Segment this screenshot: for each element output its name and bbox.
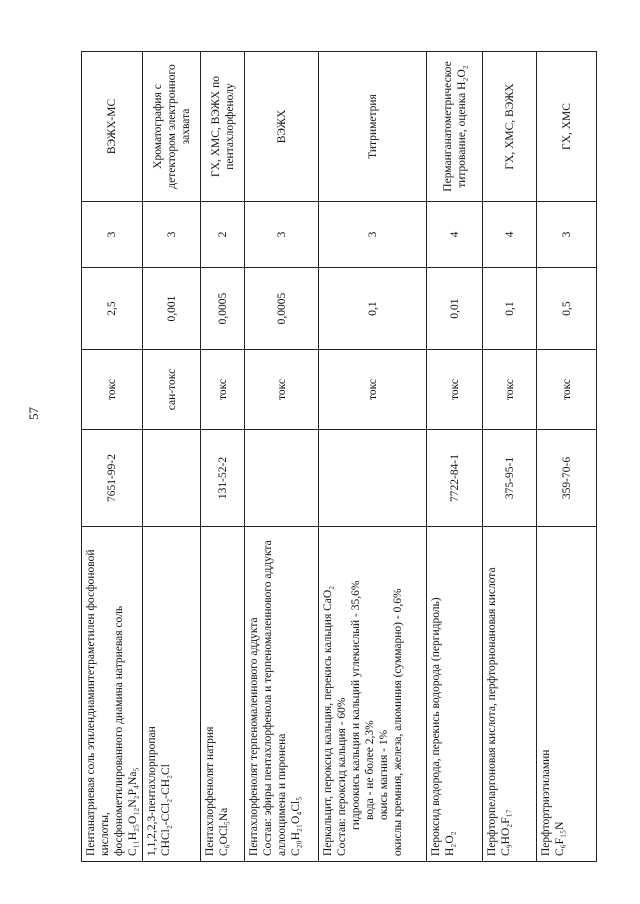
cas-number-cell	[245, 430, 319, 527]
toxicity-cell: токс	[427, 350, 483, 430]
hazard-class-cell: 4	[483, 202, 537, 268]
table-row	[201, 52, 245, 862]
composition-line: гидроокись кальция и кальций углекислый - 35,6%	[350, 580, 363, 830]
composition-line: окись магния - 1%	[378, 729, 391, 820]
substance-formula: C₆OCl₅Na	[218, 807, 231, 856]
limit-value-cell: 0,001	[143, 268, 201, 350]
table-row	[319, 52, 427, 862]
substance-name-cell	[82, 527, 143, 862]
table-row	[245, 52, 319, 862]
hazard-class-cell: 2	[201, 202, 245, 268]
toxicity-cell: токс	[245, 350, 319, 430]
toxicity-cell: токс	[82, 350, 143, 430]
toxicity-cell: токс	[201, 350, 245, 430]
substance-formula: C₂₀H₂₁O₄Cl₅	[290, 796, 303, 856]
substance-name-line: Состав: эфиры пентахлорфенола и терпеномалеинового аддукта аллооцимена и пиронена	[262, 540, 289, 856]
cas-number-cell: 7651-99-2	[82, 430, 143, 527]
substance-name-cell	[319, 527, 427, 862]
limit-value-cell: 0,0005	[201, 268, 245, 350]
hazard-class-cell: 3	[143, 202, 201, 268]
substance-name-line: Пентанатриевая соль этилендиаминтетраметилен фосфоновой кислоты,	[85, 549, 112, 856]
limit-value-cell: 2,5	[82, 268, 143, 350]
analysis-method-cell: ГХ, ХМС	[537, 52, 597, 202]
substance-name-line: Перкальцит, пероксид кальция, перекись кальция CaO₂	[322, 585, 335, 856]
substance-name-line: Пентахлорфенолят натрия	[204, 726, 217, 856]
analysis-method-cell: ВЭЖХ-МС	[82, 52, 143, 202]
substance-formula: C₉HO₂F₁₇	[500, 809, 513, 856]
table-row	[483, 52, 537, 862]
analysis-method-cell: ВЭЖХ	[245, 52, 319, 202]
table-row	[143, 52, 201, 862]
table-rotated-container	[81, 52, 595, 862]
analysis-method-cell: ГХ, ХМС, ВЭЖХ	[483, 52, 537, 202]
cas-number-cell: 359-70-6	[537, 430, 597, 527]
analysis-method-cell: ГХ, ХМС, ВЭЖХ по пентахлорфенолу	[201, 52, 245, 202]
limit-value-cell: 0,0005	[245, 268, 319, 350]
hazard-class-cell: 3	[537, 202, 597, 268]
toxicity-cell: токс	[537, 350, 597, 430]
substance-name-cell	[483, 527, 537, 862]
substance-name-cell	[427, 527, 483, 862]
analysis-method-cell: Перманганатометрическое титрование, оценка H₂O₂	[427, 52, 483, 202]
substance-name-line: фосфонометилированного диамина натриевая соль	[113, 605, 126, 856]
cas-number-cell: 131-52-2	[201, 430, 245, 527]
substance-name-cell	[245, 527, 319, 862]
substance-formula: CHCl₂-CCl₂-CH₂Cl	[160, 764, 173, 856]
limit-value-cell: 0,5	[537, 268, 597, 350]
limit-value-cell: 0,1	[483, 268, 537, 350]
substance-name-line: Перфтортриэтиламин	[540, 749, 553, 856]
table-row	[537, 52, 597, 862]
substance-name-line: Состав: пероксид кальция - 60%	[336, 697, 349, 856]
toxicity-cell: токс	[319, 350, 427, 430]
substance-name-cell	[143, 527, 201, 862]
substance-name-line: Пероксид водорода, перекись водорода (пергидроль)	[430, 597, 443, 856]
substance-formula: C₆F₁₅N	[554, 821, 567, 856]
analysis-method-cell: Хроматография с детектором электронного захвата	[143, 52, 201, 202]
substance-name-line: Перфторпеларгоновая кислота, перфторнонановая кислота	[486, 567, 499, 856]
hazard-class-cell: 3	[245, 202, 319, 268]
substance-name-line: Пентахлорфенолят терпеномалеинового аддукта	[248, 617, 261, 856]
composition-line: вода - не более 2,3%	[364, 720, 377, 820]
hazard-class-cell: 3	[319, 202, 427, 268]
table-row	[82, 52, 143, 862]
hazard-class-cell: 4	[427, 202, 483, 268]
substance-name-cell	[201, 527, 245, 862]
toxicity-cell: токс	[483, 350, 537, 430]
toxicity-cell: сан-токс	[143, 350, 201, 430]
cas-number-cell	[143, 430, 201, 527]
substance-name-cell	[537, 527, 597, 862]
limit-value-cell: 0,01	[427, 268, 483, 350]
cas-number-cell: 375-95-1	[483, 430, 537, 527]
substances-table	[81, 51, 597, 862]
substance-name-line: окислы кремния, железа, алюминия (суммарно) - 0,6%	[392, 588, 405, 856]
limit-value-cell: 0,1	[319, 268, 427, 350]
substance-formula: C₁₁H₂₅O₁₂N₂P₄Na₅	[127, 767, 140, 856]
substance-formula: H₂O₂	[444, 831, 457, 856]
page-number: 57	[26, 407, 41, 420]
hazard-class-cell: 3	[82, 202, 143, 268]
substance-name-line: 1,1,2,2,3-пентахлорпропан	[146, 726, 159, 856]
table-row	[427, 52, 483, 862]
cas-number-cell	[319, 430, 427, 527]
analysis-method-cell: Титриметрия	[319, 52, 427, 202]
cas-number-cell: 7722-84-1	[427, 430, 483, 527]
